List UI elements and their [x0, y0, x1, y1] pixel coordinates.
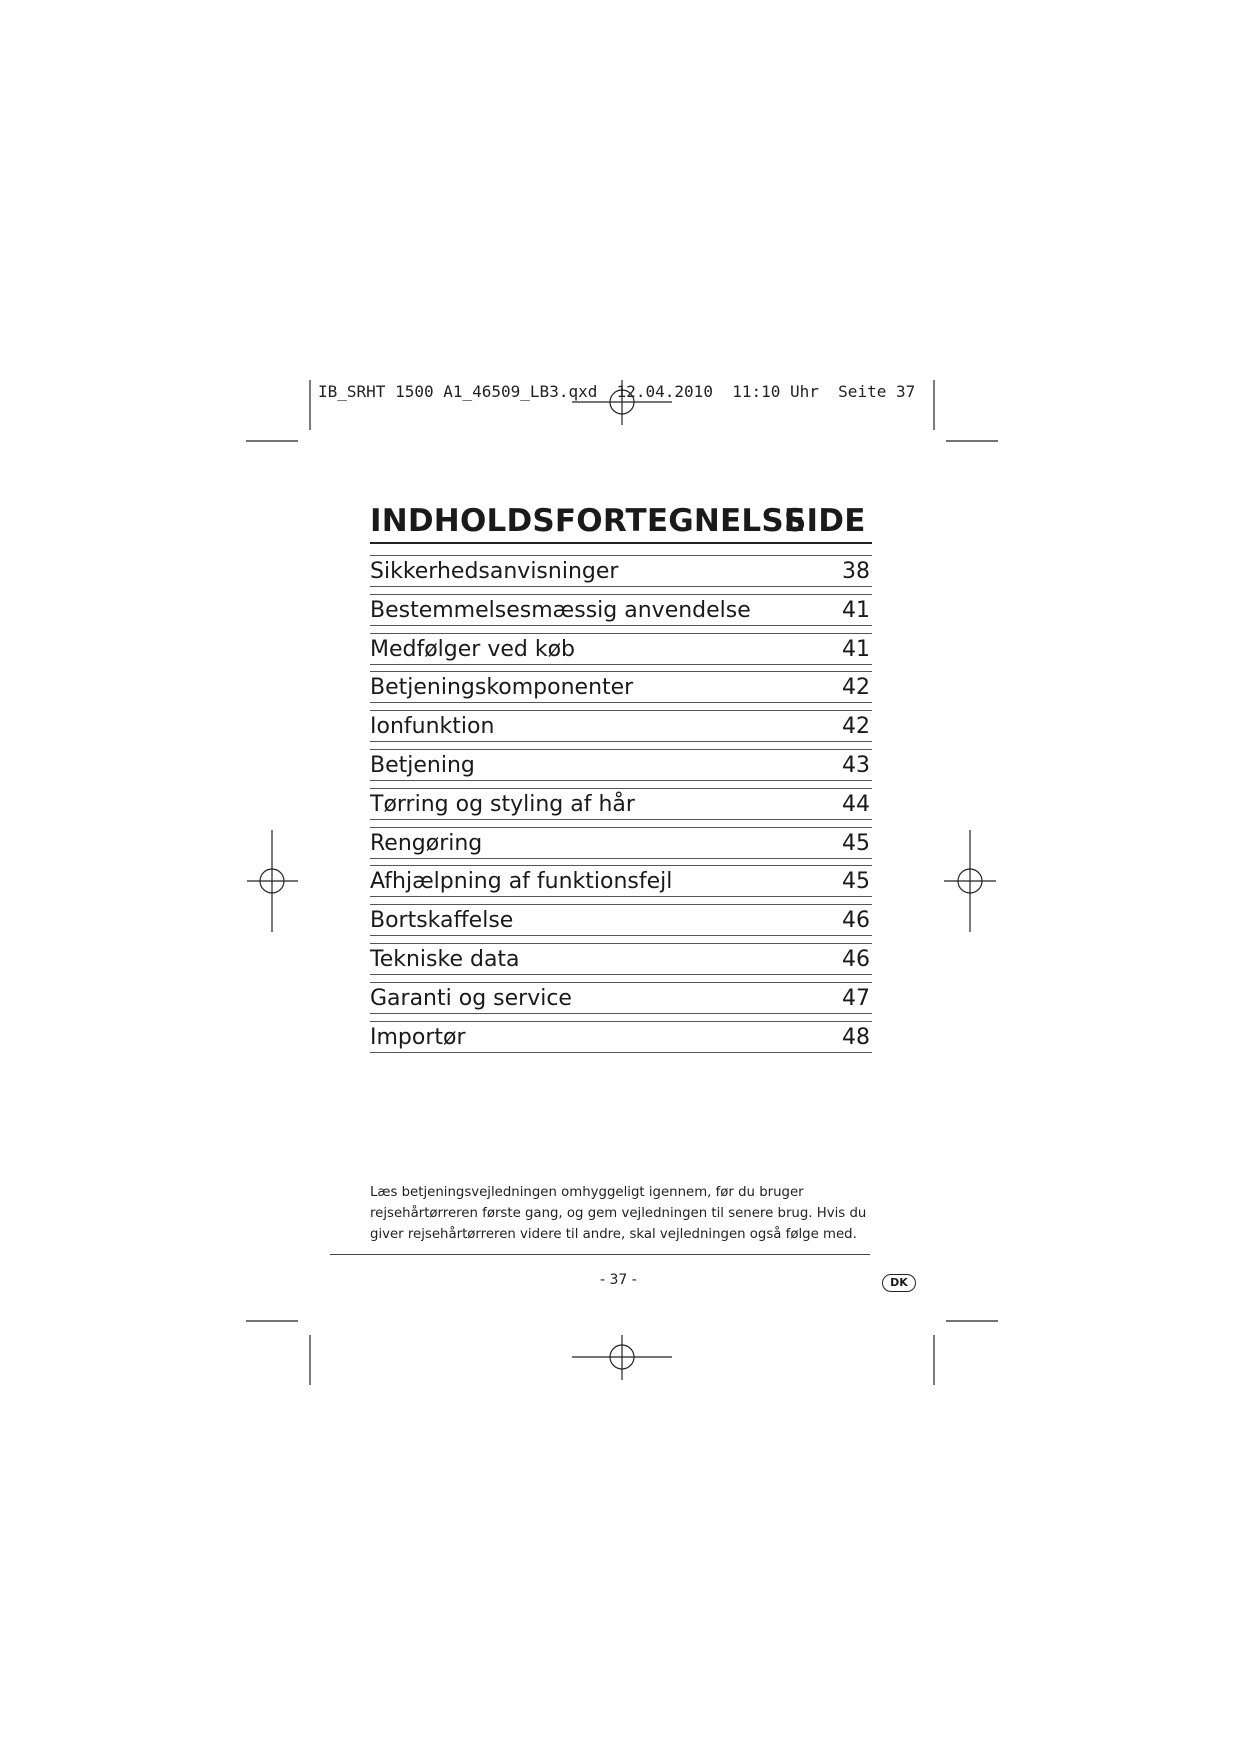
toc-entry[interactable]: [370, 904, 872, 943]
toc-entry-page: 41: [842, 636, 870, 662]
registration-mark-top: [572, 380, 672, 425]
toc-title-rule: [370, 542, 872, 544]
toc-entry-label: Bestemmelsesmæssig anvendelse: [370, 597, 751, 623]
registration-mark-bottom: [572, 1335, 672, 1380]
toc-entry-page: 43: [842, 752, 870, 778]
toc-entry[interactable]: [370, 943, 872, 982]
toc-entry-label: Afhjælpning af funktionsfejl: [370, 869, 673, 895]
toc-entry[interactable]: [370, 671, 872, 710]
toc-entry-label: Rengøring: [370, 830, 483, 856]
toc-entry[interactable]: [370, 710, 872, 749]
intro-paragraph: [370, 1182, 870, 1245]
toc-entry[interactable]: [370, 982, 872, 1021]
toc-entry[interactable]: [370, 633, 872, 672]
toc-entry[interactable]: [370, 594, 872, 633]
intro-text: Læs betjeningsvejledningen omhyggeligt igennem, før du bruger rejsehårtørreren første gang, og gem vejledningen til senere brug. Hvis du giver rejsehårtørreren videre til andre, skal vejledningen også følge med.: [370, 1185, 867, 1242]
language-badge: DK: [882, 1274, 916, 1292]
toc-entry-label: Importør: [370, 1024, 466, 1050]
toc-entry-label: Betjeningskomponenter: [370, 675, 634, 701]
toc-entry[interactable]: [370, 865, 872, 904]
footer-rule: [330, 1254, 870, 1255]
toc-entry-page: 42: [842, 714, 870, 740]
toc-entry-label: Tekniske data: [370, 946, 520, 972]
toc-entry[interactable]: [370, 827, 872, 866]
toc-entry[interactable]: [370, 1021, 872, 1060]
toc-entry-label: Sikkerhedsanvisninger: [370, 559, 619, 584]
toc-entry[interactable]: [370, 749, 872, 788]
toc-list: [370, 555, 872, 1059]
toc-entry-page: 46: [842, 908, 870, 934]
toc-entry-page: 45: [842, 869, 870, 895]
toc-title: [370, 503, 872, 539]
toc-entry-page: 46: [842, 946, 870, 972]
toc-entry[interactable]: [370, 555, 872, 594]
toc-entry-label: Ionfunktion: [370, 714, 495, 740]
print-slug: IB_SRHT 1500 A1_46509_LB3.qxd 12.04.2010 11:10 Uhr Seite 37: [318, 382, 916, 401]
registration-mark-left: [247, 830, 298, 932]
toc-entry-page: 41: [842, 597, 870, 623]
toc-entry-label: Garanti og service: [370, 985, 572, 1011]
toc-entry-label: Medfølger ved køb: [370, 636, 576, 662]
toc-entry-page: 45: [842, 830, 870, 856]
toc-entry-page: 38: [842, 559, 870, 584]
toc-entry-page: 48: [842, 1024, 870, 1050]
registration-mark-right: [944, 830, 996, 932]
toc-title-text: INDHOLDSFORTEGNELSE: [370, 503, 806, 539]
toc-entry-label: Bortskaffelse: [370, 908, 514, 934]
toc-entry-label: Betjening: [370, 752, 475, 778]
page-number: - 37 -: [600, 1272, 637, 1288]
toc-entry[interactable]: [370, 788, 872, 827]
toc-entry-page: 44: [842, 791, 870, 817]
toc-page-header: SIDE: [784, 503, 866, 539]
toc-entry-page: 42: [842, 675, 870, 701]
toc-entry-label: Tørring og styling af hår: [370, 791, 635, 817]
toc-entry-page: 47: [842, 985, 870, 1011]
